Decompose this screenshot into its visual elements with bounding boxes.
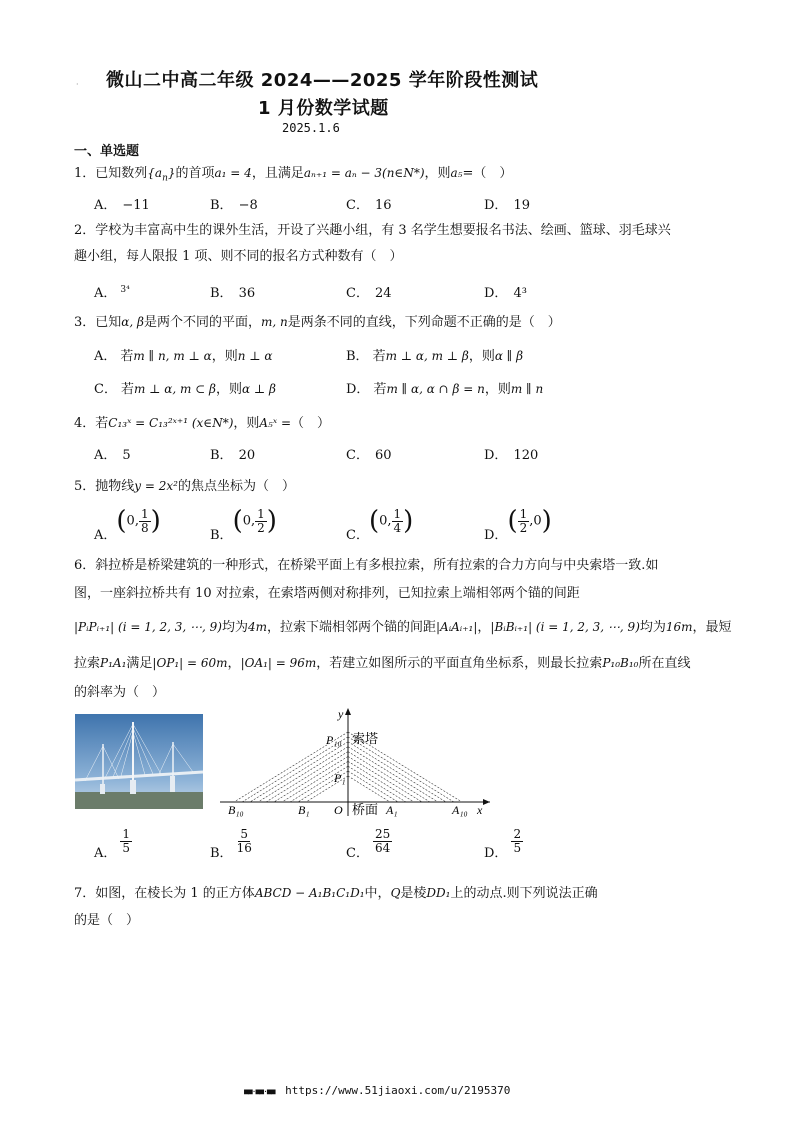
q3-lines: m, n [260, 315, 288, 329]
q4-option-d: D． 120 [484, 448, 539, 463]
question-3: 3．已知α, β是两个不同的平面，m, n是两条不同的直线，下列命题不正确的是（ ） [74, 315, 561, 330]
q6-line2: 图，一座斜拉桥共有 10 对拉索，在索塔两侧对称排列，已知拉索上端相邻两个锚的间距 [74, 586, 580, 601]
label-o: O [334, 803, 343, 817]
q1-ask: a₅ [450, 166, 463, 180]
question-4: 4．若C₁₃ˣ = C₁₃²ˣ⁺¹ (x∈N*)，则A₅ˣ =（ ） [74, 416, 331, 431]
q1-tail: =（ ） [462, 166, 513, 181]
q7-line2: 的是（ ） [74, 913, 140, 928]
label-y: y [338, 707, 344, 721]
y-axis-arrow [345, 708, 351, 715]
label-p1: P₁ [334, 771, 346, 785]
cable-right-2 [348, 771, 398, 802]
q5-equation: y = 2x² [134, 479, 178, 493]
q1-mid1: 的首项 [175, 166, 215, 181]
label-tower: 索塔 [352, 731, 379, 746]
label-a1: A₁ [386, 803, 398, 817]
q3-option-a: A． 若m ∥ n, m ⊥ α，则n ⊥ α [94, 349, 273, 364]
q5-option-b: B．(0, $\frac{1}{2}$ ) [210, 506, 277, 543]
q1-mid3: ，则 [424, 166, 451, 181]
q6-line4: 拉索P₁A₁满足|OP₁| = 60m，|OA₁| = 96m，若建立如图所示的平面直角坐标系，则最长拉索P₁₀B₁₀所在直线 [74, 656, 691, 671]
cable-right-6 [348, 752, 430, 802]
q3-option-c: C． 若m ⊥ α, m ⊂ β，则α ⊥ β [94, 382, 276, 397]
x-axis-arrow [483, 799, 490, 805]
q1-prefix: 1．已知数列 [74, 166, 148, 181]
question-1 [74, 163, 512, 188]
q4-option-b: B． 20 [210, 448, 256, 463]
q6-line1: 6．斜拉桥是桥梁建筑的一种形式，在桥梁平面上有多根拉索，所有拉索的合力方向与中央索塔一致.如 [74, 558, 659, 573]
q2-line1: 2．学校为丰富高中生的课外生活，开设了兴趣小组，有 3 名学生想要报名书法、绘画、篮球、羽毛球兴 [74, 223, 671, 238]
q6-option-c: C． $\frac{25}{64}$ [346, 827, 391, 861]
bridge-photo [75, 714, 203, 809]
q3-option-d: D． 若m ∥ α, α ∩ β = n，则m ∥ n [346, 382, 544, 397]
q2-option-d: D． 4³ [484, 286, 527, 301]
cable-right-8 [348, 742, 446, 802]
label-x: x [477, 803, 483, 817]
q1-mid2: ，且满足 [251, 166, 304, 181]
page-dot: · [76, 80, 79, 89]
label-deck: 桥面 [352, 802, 379, 817]
cable-right-1 [348, 776, 390, 802]
q4-option-a: A． 5 [94, 448, 131, 463]
label-a10: A₁₀ [452, 803, 468, 817]
q1-option-d: D． 19 [484, 198, 530, 213]
cable-right-5 [348, 756, 422, 802]
label-p10: P₁₀ [326, 733, 342, 747]
q1-seq: $\{a_n\}$ [147, 166, 176, 184]
q6-option-d: D． $\frac{2}{5}$ [484, 827, 522, 861]
q5-option-a: A．(0, $\frac{1}{8}$ ) [94, 506, 161, 543]
footer-logo-icon: ■■·■■·■■ [244, 1087, 275, 1096]
q1-option-c: C． 16 [346, 198, 392, 213]
cable-right-3 [348, 766, 406, 802]
q2-option-c: C． 24 [346, 286, 392, 301]
label-b1: B₁ [298, 803, 310, 817]
q4-equation: C₁₃ˣ = C₁₃²ˣ⁺¹ (x∈N*) [108, 416, 234, 430]
q6-line3: |PᵢPᵢ₊₁| (i = 1, 2, 3, ⋯, 9)均为4m，拉索下端相邻两个锚的间距|AᵢAᵢ₊₁|，|BᵢBᵢ₊₁| (i = 1, 2, 3, ⋯, 9)均为16m，最短 [74, 620, 732, 635]
q5-option-c: C．(0, $\frac{1}{4}$ ) [346, 506, 414, 543]
q2-option-b: B． 36 [210, 286, 256, 301]
question-5: 5．抛物线y = 2x²的焦点坐标为（ ） [74, 479, 295, 494]
q6-option-a: A． $\frac{1}{5}$ [94, 827, 131, 861]
cable-stay-diagram [220, 704, 500, 824]
q2-option-a: A． $^{3^4}$ [94, 284, 130, 301]
exam-title-line2: 1 月份数学试题 [258, 98, 389, 119]
q1-recurrence: aₙ₊₁ = aₙ − 3(n∈N*) [303, 166, 425, 180]
exam-date: 2025.1.6 [282, 121, 340, 135]
q5-option-d: D．( $\frac{1}{2}$ ,0) [484, 506, 552, 543]
q4-option-c: C． 60 [346, 448, 392, 463]
q1-option-b: B． −8 [210, 198, 258, 213]
cable-right-9 [348, 737, 454, 802]
q2-line2: 趣小组，每人限报 1 项、则不同的报名方式种数有（ ） [74, 249, 403, 264]
q6-line5: 的斜率为（ ） [74, 685, 166, 700]
q3-planes: α, β [121, 315, 144, 329]
q3-option-b: B． 若m ⊥ α, m ⊥ β，则α ∥ β [346, 349, 524, 364]
exam-title-line1: 微山二中高二年级 2024——2025 学年阶段性测试 [106, 70, 539, 91]
cable-right-4 [348, 761, 414, 802]
label-b10: B₁₀ [228, 803, 244, 817]
q1-first-term: a₁ = 4 [214, 166, 252, 180]
footer-url[interactable]: ■■·■■·■■ https://www.51jiaoxi.com/u/2195370 [244, 1084, 511, 1097]
q6-option-b: B． $\frac{5}{16}$ [210, 827, 252, 861]
q7-line1: 7．如图，在棱长为 1 的正方体ABCD − A₁B₁C₁D₁中，Q是棱DD₁上的动点.则下列说法正确 [74, 886, 598, 901]
q1-option-a: A． −11 [94, 198, 150, 213]
q4-ask: A₅ˣ = [259, 416, 291, 430]
section-heading: 一、单选题 [74, 144, 140, 159]
